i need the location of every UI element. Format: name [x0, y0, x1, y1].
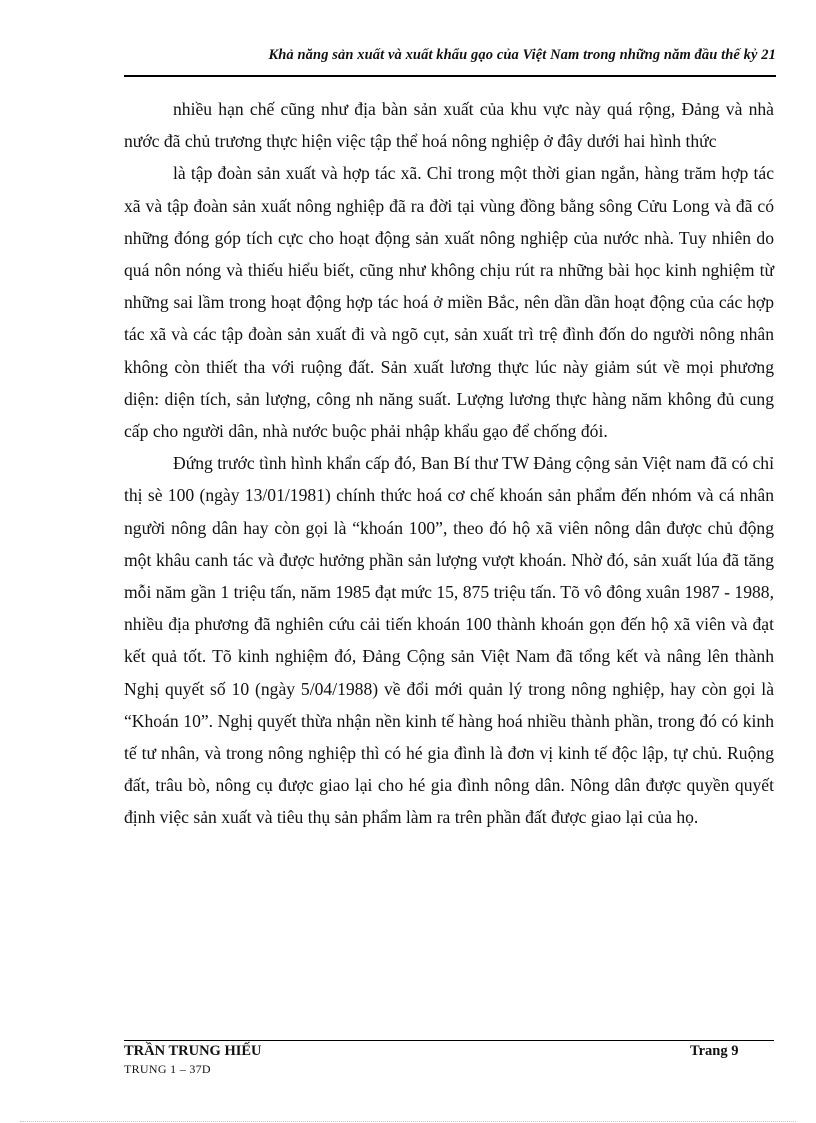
footer-divider — [124, 1040, 774, 1041]
footer-author: TRẦN TRUNG HIẾU — [124, 1043, 262, 1059]
page-bottom-edge — [20, 1121, 796, 1122]
running-header: Khả năng sản xuất và xuất khẩu gạo của Việt Nam trong những năm đầu thế kỷ 21 — [268, 47, 776, 63]
document-body — [124, 93, 774, 834]
paragraph: Đứng trước tình hình khẩn cấp đó, Ban Bí thư TW Đảng cộng sản Việt nam đã có chỉ thị sè 100 (ngày 13/01/1981) chính thức hoá cơ chế khoán sản phẩm đến nhóm và cá nhân người nông dân hay còn gọi là “khoán 100”, theo đó hộ xã viên nông dân được chủ động một khâu canh tác và được hưởng phần sản lượng vượt khoán. Nhờ đó, sản xuất lúa đã tăng mỗi năm gần 1 triệu tấn, năm 1985 đạt mức 15, 875 triệu tấn. Tõ vô đông xuân 1987 - 1988, nhiều địa phương đã nghiên cứu cải tiến khoán 100 thành khoán gọn đến hộ xã viên và đạt kết quả tốt. Tõ kinh nghiệm đó, Đảng Cộng sản Việt Nam đã tổng kết và nâng lên thành Nghị quyết số 10 (ngày 5/04/1988) về đổi mới quản lý trong nông nghiệp, hay còn gọi là “Khoán 10”. Nghị quyết thừa nhận nền kinh tế hàng hoá nhiều thành phần, trong đó có kinh tế tư nhân, và trong nông nghiệp thì có hé gia đình là đơn vị kinh tế độc lập, tự chủ. Ruộng đất, trâu bò, nông cụ được giao lại cho hé gia đình nông dân. Nông dân được quyền quyết định việc sản xuất và tiêu thụ sản phẩm làm ra trên phần đất được giao lại của họ. — [124, 453, 774, 828]
footer-class-code: TRUNG 1 – 37D — [124, 1062, 211, 1076]
paragraph: là tập đoàn sản xuất và hợp tác xã. Chỉ trong một thời gian ngắn, hàng trăm hợp tác xã và tập đoàn sản xuất nông nghiệp đã ra đời tại vùng đồng bằng sông Cửu Long và đã có những đóng góp tích cực cho hoạt động sản xuất nông nghiệp của nước nhà. Tuy nhiên do quá nôn nóng và thiếu hiểu biết, cũng như không chịu rút ra những bài học kinh nghiệm từ những sai lầm trong hoạt động hợp tác hoá ở miền Bắc, nên dần dần hoạt động của các hợp tác xã và các tập đoàn sản xuất đi và ngõ cụt, sản xuất trì trệ đình đốn do người nông nhân không còn thiết tha với ruộng đất. Sản xuất lương thực lúc này giảm sút về mọi phương diện: diện tích, sản lượng, công nh năng suất. Lượng lương thực hàng năm không đủ cung cấp cho người dân, nhà nước buộc phải nhập khẩu gạo để chống đói. — [124, 163, 774, 442]
page-number: Trang 9 — [690, 1043, 739, 1059]
header-divider — [124, 75, 776, 77]
paragraph: nhiều hạn chế cũng như địa bàn sản xuất của khu vực này quá rộng, Đảng và nhà nước đã chủ trương thực hiện việc tập thể hoá nông nghiệp ở đây dưới hai hình thức — [124, 99, 774, 152]
